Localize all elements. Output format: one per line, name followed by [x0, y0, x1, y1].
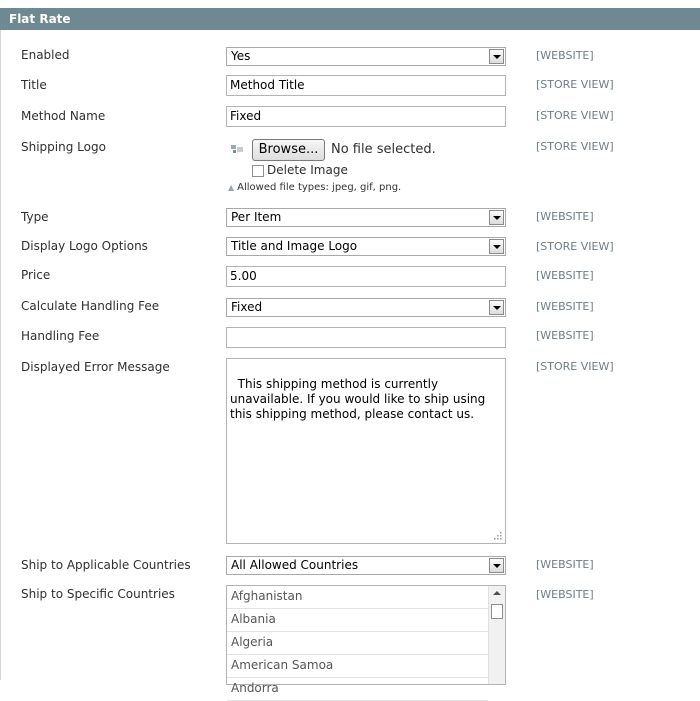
- logo-thumbnail-icon: [231, 144, 243, 154]
- allowed-file-types-note: [228, 182, 401, 193]
- enabled-label: Enabled: [21, 48, 70, 62]
- type-select-value: Per Item: [231, 210, 282, 224]
- applicable-countries-scope: [WEBSITE]: [536, 558, 594, 571]
- chevron-down-icon[interactable]: [489, 239, 504, 254]
- display-logo-options-value: Title and Image Logo: [231, 239, 358, 253]
- list-item[interactable]: Albania: [227, 609, 488, 632]
- specific-countries-scope: [WEBSITE]: [536, 588, 594, 601]
- chevron-down-icon[interactable]: [489, 558, 504, 573]
- delete-image-checkbox[interactable]: [252, 165, 264, 177]
- method-name-label: Method Name: [21, 109, 106, 123]
- section-title[interactable]: Flat Rate: [0, 8, 700, 30]
- price-label: Price: [21, 268, 51, 282]
- calc-handling-fee-value: Fixed: [231, 300, 263, 314]
- title-label: Title: [21, 78, 47, 92]
- chevron-down-icon[interactable]: [489, 49, 504, 64]
- list-item[interactable]: Afghanistan: [227, 586, 488, 609]
- list-item[interactable]: Algeria: [227, 632, 488, 655]
- handling-fee-label: Handling Fee: [21, 329, 100, 343]
- display-logo-options-scope: [STORE VIEW]: [536, 240, 614, 253]
- scroll-up-icon[interactable]: [490, 587, 504, 601]
- resize-grip-icon[interactable]: [492, 530, 502, 540]
- applicable-countries-label: Ship to Applicable Countries: [21, 558, 191, 572]
- type-label: Type: [21, 210, 49, 224]
- type-scope: [WEBSITE]: [536, 210, 594, 223]
- error-message-label: Displayed Error Message: [21, 360, 170, 374]
- applicable-countries-select[interactable]: [226, 556, 506, 575]
- title-scope: [STORE VIEW]: [536, 78, 614, 91]
- enabled-scope: [WEBSITE]: [536, 49, 594, 62]
- shipping-logo-scope: [STORE VIEW]: [536, 140, 614, 153]
- browse-button[interactable]: Browse...: [252, 139, 325, 161]
- enabled-select-value: Yes: [231, 49, 251, 63]
- error-message-text: This shipping method is currently unavailable. If you would like to ship using this shipping method, please contact us.: [230, 377, 490, 421]
- specific-countries-listbox[interactable]: [226, 585, 506, 695]
- calc-handling-fee-select[interactable]: [226, 298, 506, 317]
- method-name-input[interactable]: Fixed: [226, 106, 506, 127]
- title-input[interactable]: Method Title: [226, 75, 506, 96]
- display-logo-options-label: Display Logo Options: [21, 239, 148, 253]
- scroll-thumb[interactable]: [491, 604, 503, 619]
- note-triangle-icon: ▲: [228, 183, 235, 192]
- handling-fee-input[interactable]: [226, 327, 506, 348]
- method-name-scope: [STORE VIEW]: [536, 109, 614, 122]
- specific-countries-label: Ship to Specific Countries: [21, 587, 175, 601]
- delete-image-label[interactable]: Delete Image: [267, 163, 348, 177]
- file-status: No file selected.: [331, 142, 436, 157]
- enabled-select[interactable]: [226, 47, 506, 66]
- applicable-countries-value: All Allowed Countries: [231, 558, 359, 572]
- error-message-scope: [STORE VIEW]: [536, 360, 614, 373]
- chevron-down-icon[interactable]: [489, 210, 504, 225]
- list-item[interactable]: Andorra: [227, 678, 488, 701]
- display-logo-options-select[interactable]: [226, 237, 506, 256]
- chevron-down-icon[interactable]: [489, 300, 504, 315]
- handling-fee-scope: [WEBSITE]: [536, 329, 594, 342]
- list-item[interactable]: American Samoa: [227, 655, 488, 678]
- price-scope: [WEBSITE]: [536, 269, 594, 282]
- calc-handling-fee-label: Calculate Handling Fee: [21, 299, 160, 313]
- type-select[interactable]: [226, 208, 506, 227]
- listbox-scrollbar[interactable]: [488, 586, 505, 684]
- price-input[interactable]: 5.00: [226, 266, 506, 287]
- error-message-textarea[interactable]: [226, 358, 506, 544]
- shipping-logo-label: Shipping Logo: [21, 140, 106, 154]
- allowed-file-types-text: Allowed file types: jpeg, gif, png.: [237, 182, 402, 193]
- fieldset-border: [0, 30, 1, 680]
- calc-handling-fee-scope: [WEBSITE]: [536, 300, 594, 313]
